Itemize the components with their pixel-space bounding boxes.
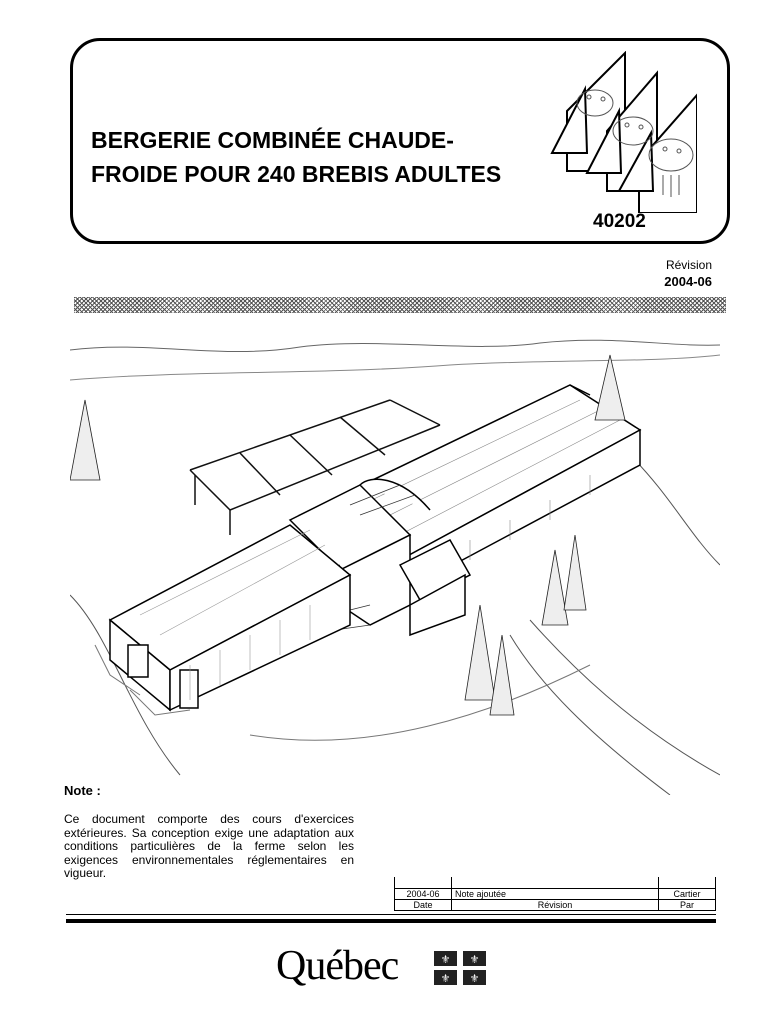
svg-text:⚜: ⚜ [469,953,480,966]
table-row [395,889,716,900]
sheep-barn-illustration [70,335,720,795]
note-heading: Note : [64,783,101,798]
revision-date: 2004-06 [664,274,712,289]
quebec-flag-icon [434,951,486,985]
table-cell [395,877,452,889]
revision-table [394,877,716,911]
revision-label: Révision [665,258,712,272]
note-text: Ce document comporte des cours d'exercices extérieures. Sa conception exige une adaptation aux conditions particulières de la ferme selon les exigences environnementales réglementaires en vigueur. [64,812,354,880]
pattern-divider [74,297,726,313]
svg-text:⚜: ⚜ [440,972,451,985]
table-cell [659,877,716,889]
revision-row-author: Cartier [659,889,716,900]
revision-row-date: 2004-06 [395,889,452,900]
footer-rule-thick [66,919,716,923]
footer-rule-thin [66,914,716,915]
sheep-barn-logo-icon [547,51,697,213]
revision-row-description: Note ajoutée [452,889,659,900]
header-date: Date [395,900,452,911]
table-cell [452,877,659,889]
svg-text:⚜: ⚜ [469,972,480,985]
page-title: BERGERIE COMBINÉE CHAUDE-FROIDE POUR 240 BREBIS ADULTES [91,127,502,187]
quebec-brand: Québec [276,943,399,989]
table-row [395,877,716,889]
document-number: 40202 [593,211,646,232]
header-author: Par [659,900,716,911]
svg-text:⚜: ⚜ [440,953,451,966]
header-revision: Révision [452,900,659,911]
title-box [70,38,730,244]
table-header-row [395,900,716,911]
